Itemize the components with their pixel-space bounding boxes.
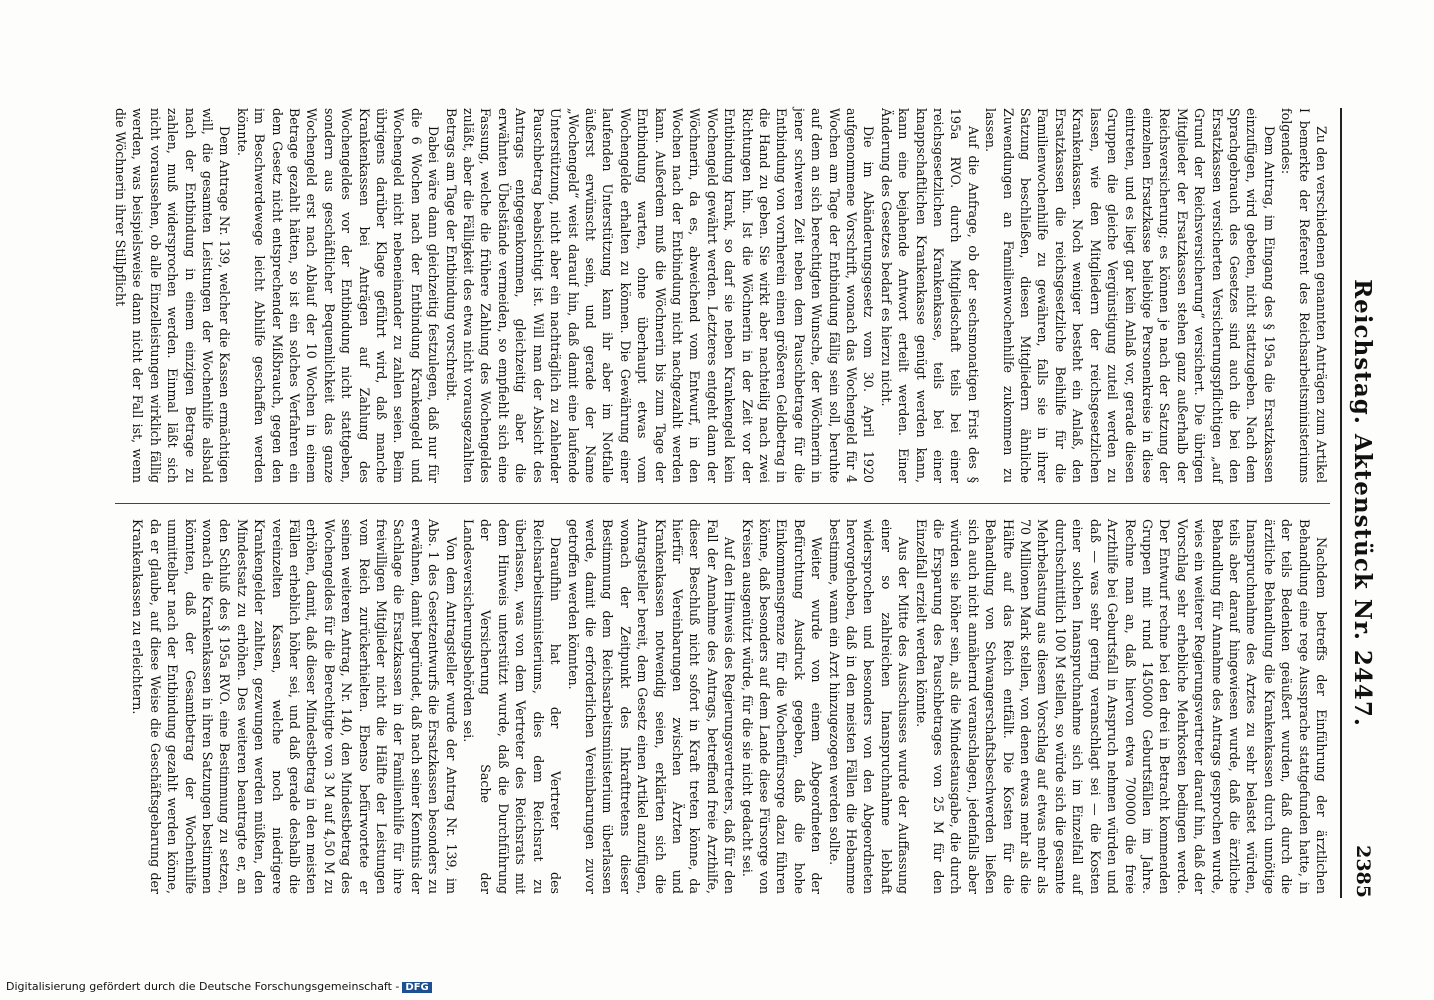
paragraph: Dem Antrag, im Eingang des § 195a die Ersatzkassen einzufügen, wird gebeten, nicht stattzugeben. Nach dem Sprachgebrauch des Gesetzes sind auch die bei den Ersatzkassen versicherten Versicherungspflichtigen „auf Grund der Reichsversicherung“ versichert. Die übrigen Mitglieder der Ersatzkassen stehen ganz außerhalb der Reichsversicherung; es können je nach der Satzung der einzelnen Ersatzkasse beliebige Personenkreise in diese eintreten, und es liegt gar kein Anlaß vor, gerade diesen Gruppen die gleiche Vergünstigung zuteil werden zu lassen, wie den Mitgliedern der reichsgesetzlichen Krankenkassen. Noch weniger besteht ein Anlaß, den Ersatzkassen die reichsgesetzliche Beihilfe für die Familienwochenhilfe zu gewähren, falls sie in ihrer Satzung beschließen, diesen Mitgliedern ähnliche Zuwendungen an Familienwochenhilfe zukommen zu lassen. (983, 108, 1277, 483)
paragraph: Dabei wäre dann gleichzeitig festzulegen, daß nur für die 6 Wochen nach der Entbindung Krankengeld und Wochengeld nicht nebeneinander zu zahlen seien. Beim übrigens darüber Klage geführt wird, daß manche Krankenkassen bei Anträgen auf Zahlung des Wochengeldes vor der Entbindung nicht stattgeben, sondern aus geschäftlicher Bequemlichkeit das ganze Wochengeld erst nach Ablauf der 10 Wochen in einem Betrage gezahlt hätten, so ist ein solches Verfahren ein dem Gesetz nicht entsprechender Mißbrauch, gegen den im Beschwerdewege leicht Abhilfe geschaffen werden könnte. (234, 108, 442, 483)
paragraph: Die im Abänderungsgesetz vom 30. April 1920 aufgenommene Vorschrift, wonach das Wochengeld für 4 Wochen am Tage der Entbindung fällig sein soll, beruhte auf dem an sich berechtigten Wunsche, der Wöchnerin in jener schweren Zeit neben dem Pauschbetrage für die Entbindung von vornherein einen größeren Geldbetrag in die Hand zu geben. Sie wirkt aber nachteilig nach zwei Richtungen hin. Ist die Wöchnerin in der Zeit vor der Entbindung krank, so darf sie neben Krankengeld kein Wochengeld gewährt werden. Letzteres entgeht dann der Wöchnerin, da es, abweichend vom Entwurf, in den Wochen nach der Entbindung nicht nachgezahlt werden kann. Außerdem muß die Wöchnerin bis zum Tage der Entbindung warten, ohne überhaupt etwas vom Wochengelde erhalten zu können. Die Gewährung einer laufenden Unterstützung kann ihr aber im Notfalle äußerst erwünscht sein, und gerade der Name „Wochengeld“ weist darauf hin, daß damit eine laufende Unterstützung, nicht aber ein nachträglich zu zahlender Pauschbetrag beabsichtigt ist. Will man der Absicht des Antrags entgegenkommen, gleichzeitig aber die erwähnten Übelstände vermeiden, so empfiehlt sich eine Fassung, welche die frühere Zahlung des Wochengeldes zuläßt, aber die Fälligkeit des etwa nicht vorausgezahlten Betrags am Tage der Entbindung vorschreibt. (443, 108, 877, 483)
paragraph: Von dem Antragsteller wurde der Antrag Nr. 139, im Abs. 1 des Gesetzentwurfs die Ersatzkassen besonders zu erwähnen, damit begründet, daß nach seiner Kenntnis der Sachlage die Ersatzkassen in der Familienhilfe für ihre freiwilligen Mitglieder nicht die Hälfte der Leistungen vom Reich zurückerhielten. Ebenso befürwortete er seinen weiteren Antrag, Nr. 140, den Mindestbetrag des Wochengeldes für die Berechtigte von 3 M auf 4,50 M zu erhöhen, damit, daß dieser Mindestbetrag in den meisten Fällen erheblich höher sei, und daß gerade deshalb die vereinzelten Kassen, welche noch niedrigere Krankengelder zahlten, gezwungen werden müßten, den Mindestsatz zu erhöhen. Des weiteren beantragte er, an den Schluß des § 195a RVO. eine Bestimmung zu setzen, wonach die Krankenkassen in ihren Satzungen bestimmen könnten, daß der Gesamtbetrag der Wochenhilfe unmittelbar nach der Entbindung gezahlt werden könne, da er glaube, auf diese Weise die Geschäftsgebarung der Krankenkassen zu erleichtern. (130, 519, 459, 894)
paragraph: Auf den Hinweis des Regierungsvertreters, daß für den Fall der Annahme des Antrags, betreffend freie Arzthilfe, dieser Beschluß nicht sofort in Kraft treten könne, da hierfür Vereinbarungen zwischen Ärzten und Krankenkassen notwendig seien, erklärten sich die Antragsteller bereit, dem Gesetz einen Artikel anzufügen, wonach der Zeitpunkt des Inkrafttretens dieser Bestimmung dem Reichsarbeitsministerium überlassen werde, damit die erforderlichen Vereinbarungen zuvor getroffen werden könnten. (565, 519, 738, 894)
paragraph: Zu den verschiedenen genannten Anträgen zum Artikel I bemerkte der Referent des Reichsarbeitsministeriums folgendes: (1279, 108, 1329, 483)
digitization-credit (6, 980, 432, 993)
page-title: Reichstag. Aktenstück Nr. 2447. (1349, 279, 1376, 727)
credit-text: Digitalisierung gefördert durch die Deutsche Forschungsgemeinschaft - (6, 980, 400, 993)
paragraph: Aus der Mitte des Ausschusses wurde der Auffassung einer so zahlreichen Inanspruchnahme lebhaft widersprochen und besonders von den Abgeordneten hervorgehoben, daß in den meisten Fällen die Hebamme bestimme, wann ein Arzt hinzugezogen werden sollte. (826, 519, 912, 894)
paragraph: Auf die Anfrage, ob der sechsmonatigen Frist des § 195a RVO. durch Mitgliedschaft teils bei einer reichsgesetzlichen Krankenkasse, teils bei einer knappschaftlichen Krankenkasse genügt werden kann, kann eine bejahende Antwort erteilt werden. Einer Änderung des Gesetzes bedarf es hierzu nicht. (878, 108, 981, 483)
text-column-left (112, 108, 1330, 483)
column-divider (115, 503, 1330, 504)
paragraph: Nachdem betreffs der Einführung der ärztlichen Behandlung eine rege Aussprache stattgefunden hatte, in der teils Bedenken geäußert wurden, daß durch die ärztliche Behandlung die Krankenkassen durch unnötige Inanspruchnahme des Arztes zu sehr belastet würden, teils aber darauf hingewiesen wurde, daß die ärztliche Behandlung für Annahme des Antrags gesprochen wurde, wies ein weiterer Regierungsvertreter darauf hin, daß der Vorschlag sehr erhebliche Mehrkosten bedingen werde. Der Entwurf rechne bei den drei in Betracht kommenden Gruppen mit rund 1450000 Geburtsfällen im Jahre. Rechne man an, daß hiervon etwa 700000 die freie Arzthilfe bei Geburtsfall in Anspruch nehmen würden und daß — was sehr gering veranschlagt sei — die Kosten einer solchen Inanspruchnahme sich im Einzelfall auf durchschnittlich 100 M stellen, so würde sich die gesamte Mehrbelastung aus diesem Vorschlag auf etwas mehr als 70 Millionen Mark stellen, von denen etwas mehr als die Hälfte auf das Reich entfällt. Die Kosten für die Behandlung von Schwangerschaftsbeschwerden ließen sich auch nicht annähernd veranschlagen, jedenfalls aber würden sie höher sein, als die Mindestausgabe, die durch die Ersparung des Pauschbetrages von 25 M für den Einzelfall erzielt werden könnte. (913, 519, 1329, 894)
paragraph: Weiter wurde von einem Abgeordneten der Befürchtung Ausdruck gegeben, daß die hohe Einkommensgrenze für die Wochenfürsorge dazu führen könne, daß besonders auf dem Lande diese Fürsorge von Kreisen ausgenützt würde, für die sie nicht gedacht sei. (739, 519, 825, 894)
paragraph: Dem Antrage Nr. 139, welcher die Kassen ermächtigen will, die gesamten Leistungen der Wochenhilfe alsbald nach der Entbindung in einem einzigen Betrage zu zahlen, muß widersprochen werden. Einmal läßt sich nicht voraussehen, ob alle Einzelleistungen wirklich fällig werden, was beispielsweise dann nicht der Fall ist, wenn die Wöchnerin ihrer Stillpflicht (112, 108, 233, 483)
dfg-logo-badge: DFG (402, 982, 431, 993)
paragraph: Daraufhin hat der Vertreter des Reichsarbeitsministeriums, dies dem Reichsrat zu überlassen, was von dem Vertreter des Reichsrats mit dem Hinweis unterstützt wurde, daß die Durchführung der Versicherung Sache der Landesversicherungsbehörden sei. (461, 519, 564, 894)
page-number: 2385 (1352, 845, 1374, 898)
text-column-right (115, 519, 1330, 894)
page-header (1340, 108, 1376, 898)
